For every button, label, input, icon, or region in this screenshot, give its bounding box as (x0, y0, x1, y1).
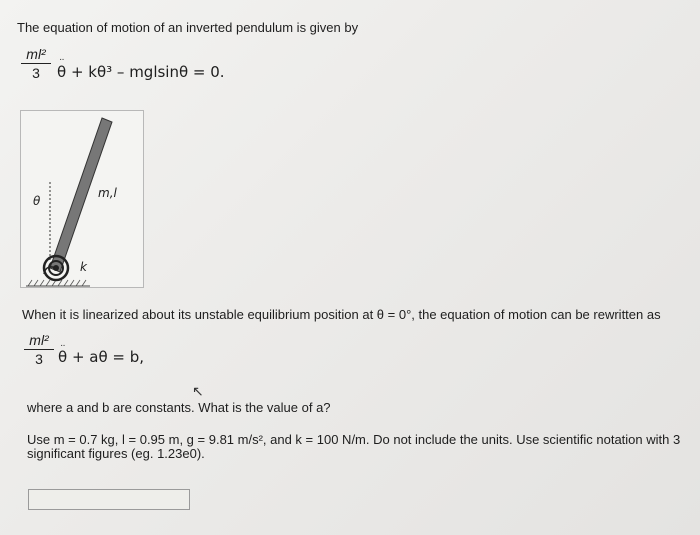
question-ask: What is the value of a? (198, 400, 331, 415)
eq1-fraction (21, 46, 51, 81)
question-intro: The equation of motion of an inverted pendulum is given by (17, 20, 359, 35)
eq1-body: θ + kθ³ – mglsinθ = 0. (57, 63, 225, 81)
pendulum-figure (20, 110, 144, 288)
eq2-body: θ + aθ = b, (58, 348, 145, 366)
given-values-line1: Use m = 0.7 kg, l = 0.95 m, g = 9.81 m/s², and k = 100 N/m. Do not include the units. Use scientific notation with 3 (27, 432, 681, 447)
eq2-numerator: ml² (29, 332, 49, 348)
eq2-denominator: 3 (35, 351, 43, 367)
eq1-fraction-bar (21, 63, 51, 64)
mouse-cursor-icon: ↖ (192, 383, 204, 399)
eq2-fraction (24, 332, 54, 367)
eq1-numerator: ml² (26, 46, 46, 62)
eq2-fraction-bar (24, 349, 54, 350)
theta-label: θ (33, 194, 41, 208)
eq1-denominator: 3 (32, 65, 40, 81)
spring-constant-label: k (80, 260, 87, 274)
eq2-ddot: ·· (60, 340, 65, 351)
given-values-line2: significant figures (eg. 1.23e0). (27, 446, 205, 461)
eq1-ddot: ·· (59, 54, 64, 65)
linearized-text: When it is linearized about its unstable equilibrium position at θ = 0°, the equation of motion can be rewritten as (22, 307, 661, 322)
constants-line (27, 400, 331, 415)
mass-length-label: m,l (98, 186, 117, 200)
answer-input[interactable] (28, 489, 190, 510)
constants-text: where a and b are constants. (27, 400, 195, 415)
